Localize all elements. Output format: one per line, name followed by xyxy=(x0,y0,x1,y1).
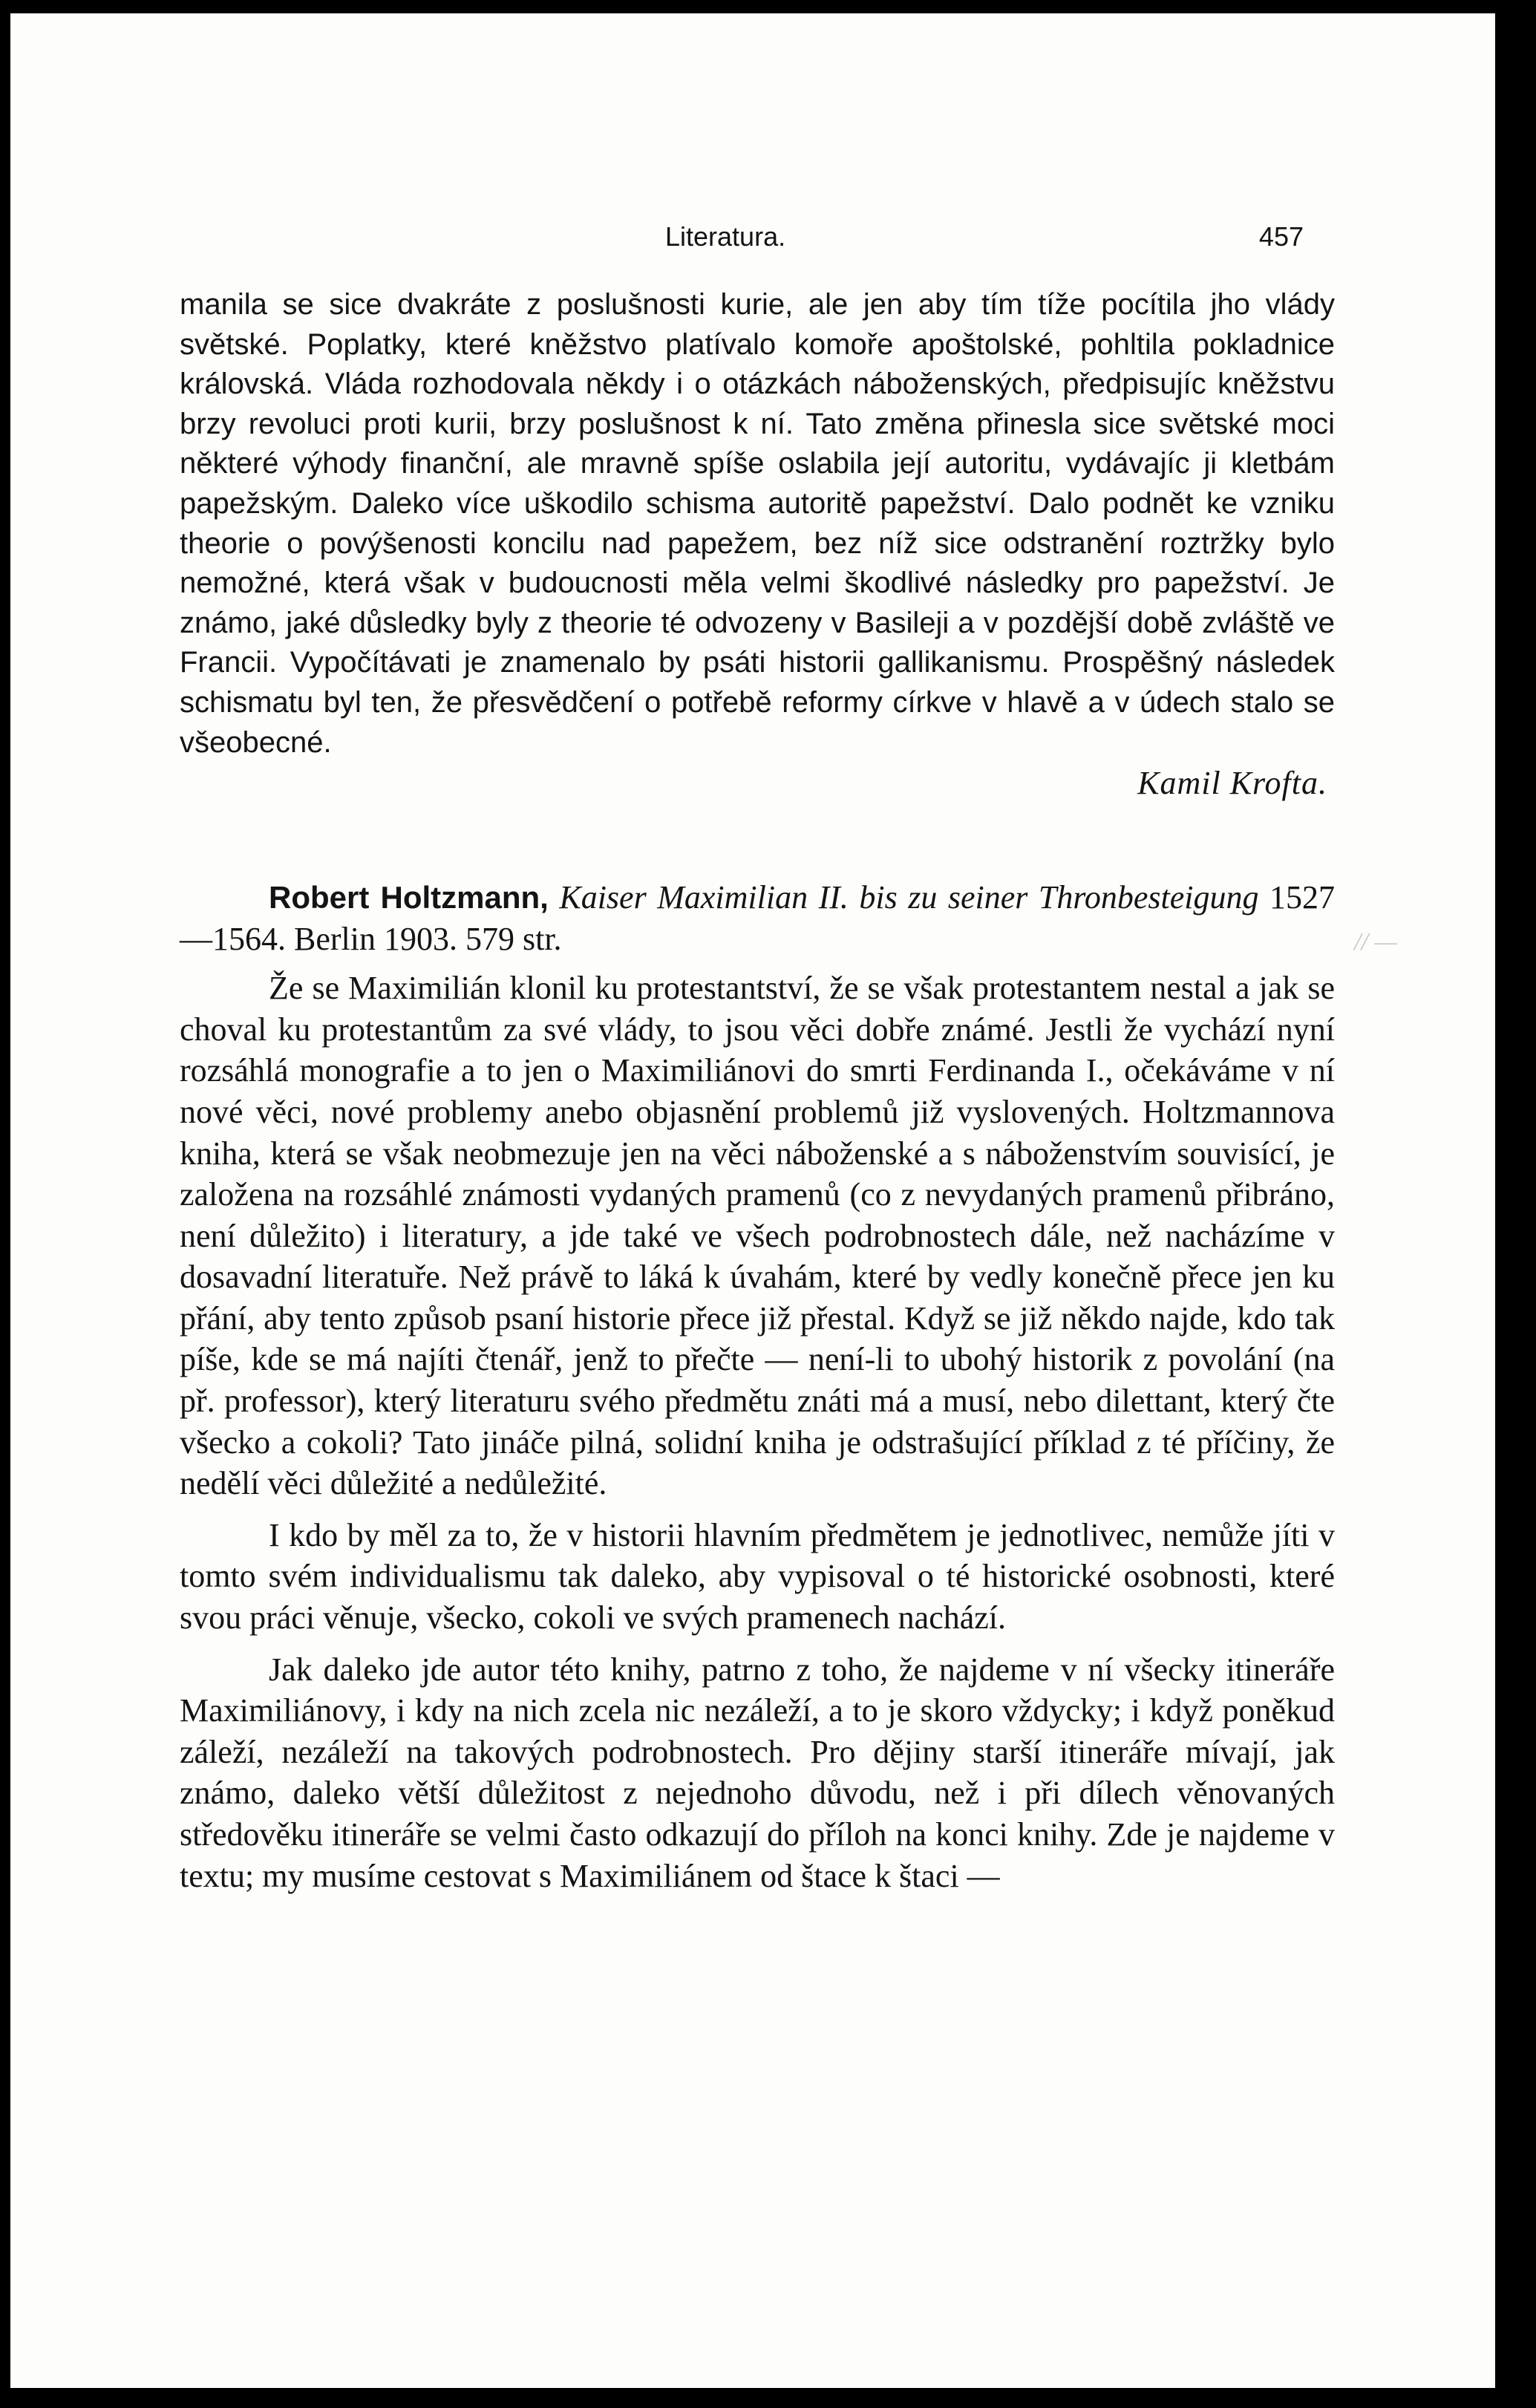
previous-review-continuation: manila se sice dvakráte z poslušnosti kurie, ale jen aby tím tíže pocítila jho vlády světské. Poplatky, které kněžstvo platívalo komoře apoštolské, pohltila pokladnice královská. Vláda rozhodovala někdy i o otázkách náboženských, předpisujíc kněžstvu brzy revoluci proti kurii, brzy poslušnost k ní. Tato změna přinesla sice světské moci některé výhody finanční, ale mravně spíše oslabila její autoritu, vydávajíc ji kletbám papežským. Daleko více uškodilo schisma autoritě papežství. Dalo podnět ke vzniku theorie o povýšenosti koncilu nad papežem, bez níž sice odstranění roztržky bylo nemožné, která však v budoucnosti měla velmi škodlivé následky pro papežství. Je známo, jaké důsledky byly z theorie té odvozeny v Basileji a v pozdější době zvláště ve Francii. Vypočítávati je znamenalo by psáti historii gallikanismu. Prospěšný následek schismatu byl ten, že přesvědčení o potřebě reformy církve v hlavě a v údech stalo se všeobecné. xyxy=(180,288,1335,759)
running-header xyxy=(190,208,1318,260)
reviewer-signature: Kamil Krofta. xyxy=(1137,765,1327,802)
page-body xyxy=(180,285,1335,1896)
book-page xyxy=(10,13,1495,2388)
running-title: Literatura. xyxy=(665,221,786,252)
publication-details: 1527—1564. Berlin 1903. 579 str. xyxy=(180,879,1336,958)
reviewed-author: Robert Holtzmann, xyxy=(269,880,549,916)
review-paragraph: I kdo by měl za to, že v historii hlavním předmětem je jednotlivec, nemůže jíti v tomto svém individualismu tak daleko, aby vypisoval o té historické osobnosti, které svou práci věnuje, všecko, cokoli ve svých pramenech nachází. xyxy=(180,1516,1335,1637)
page-number: 457 xyxy=(1258,221,1304,252)
review-paragraph: Že se Maximilián klonil ku protestantství, že se však protestantem nestal a jak se choval ku protestantům za své vlády, to jsou věci dobře známé. Jestli že vychází nyní rozsáhlá monografie a to jen o Maximiliánovi do smrti Ferdinanda I., očekáváme v ní nové věci, nové problemy anebo objasnění problemů již vyslovených. Holtzmannova kniha, která se však neobmezuje jen na věci náboženské a s náboženstvím souvisící, je založena na rozsáhlé známosti vydaných pramenů (co z nevydaných pramenů přibráno, není důležito) i literatury, a jde také ve všech podrobnostech dále, než nacházíme v dosavadní literatuře. Než právě to láká k úvahám, které by vedly konečně přece jen ku přání, aby tento způsob psaní historie přece již přestal. Když se již někdo najde, kdo tak píše, kde se má najíti čtenář, jenž to přečte — není-li to ubohý historik z povolání (na př. professor), který literaturu svého předmětu znáti má a musí, nebo dilettant, který čte všecko a cokoli? Tato jináče pilná, solidní kniha je odstrašující příklad z té příčiny, že nedělí věci důležité a nedůležité. xyxy=(180,970,1335,1502)
review-paragraph: Jak daleko jde autor této knihy, patrno z toho, že najdeme v ní všecky itineráře Maximiliánovy, i kdy na nich zcela nic nezáleží, a to je skoro vždycky; i když poněkud záleží, nezáleží na takových podrobnostech. Pro dějiny starší itineráře mívají, jak známo, daleko větší důležitost z nejednoho důvodu, než i při dílech věnovaných středověku itineráře se velmi často odkazují do příloh na konci knihy. Zde je najdeme v textu; my musíme cestovat s Maximiliánem od štace k štaci — xyxy=(180,1651,1335,1894)
reviewed-book-title: Kaiser Maximilian II. bis zu seiner Thronbesteigung xyxy=(559,879,1259,916)
pencil-margin-mark: // — xyxy=(1354,928,1397,956)
review-heading xyxy=(180,877,1335,960)
